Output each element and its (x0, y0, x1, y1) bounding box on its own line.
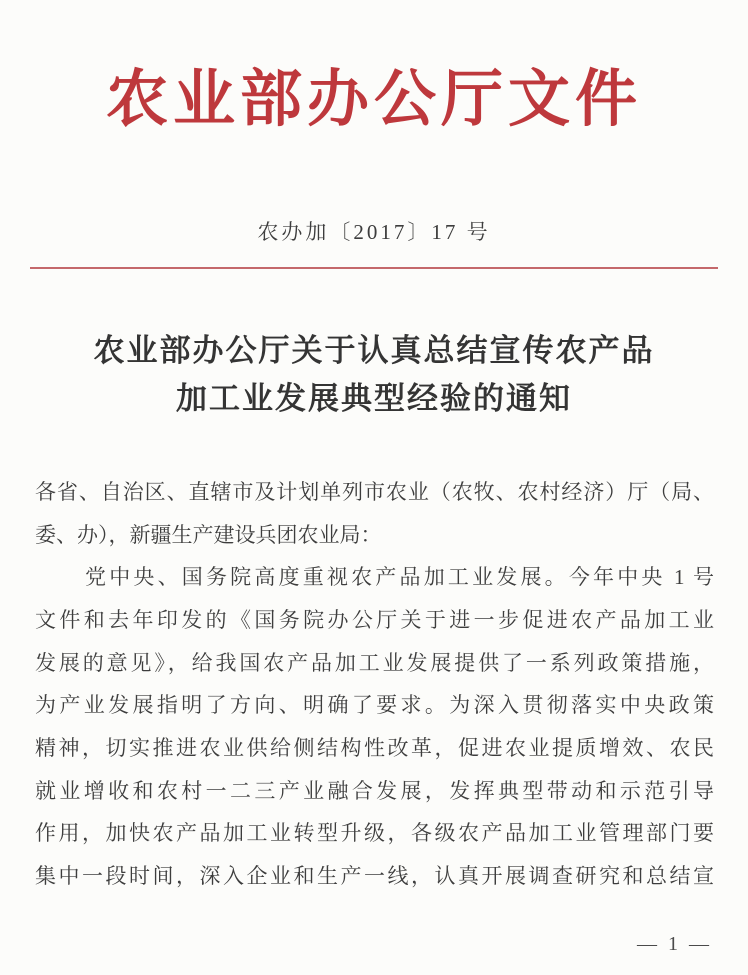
document-title (0, 327, 748, 423)
body-line-addressee-1: 各省、自治区、直辖市及计划单列市农业（农牧、农村经济）厅（局、 (35, 479, 714, 504)
document-title-line-2: 加工业发展典型经验的通知 (176, 380, 572, 416)
document-title-line-1: 农业部办公厅关于认真总结宣传农产品 (93, 332, 655, 368)
red-divider-rule (30, 267, 718, 269)
letterhead-title: 农业部办公厅文件 (105, 66, 642, 134)
body-line: 发展的意见》，给我国农产品加工业发展提供了一系列政策措施， (35, 650, 714, 675)
body-line: 党中央、国务院高度重视农产品加工业发展。今年中央 1 号 (85, 565, 714, 590)
body-line: 作用，加快农产品加工业转型升级，各级农产品加工业管理部门要 (35, 821, 714, 846)
body-line-addressee-2: 委、办），新疆生产建设兵团农业局： (35, 522, 382, 547)
body-line: 为产业发展指明了方向、明确了要求。为深入贯彻落实中央政策 (35, 693, 714, 718)
body-text (35, 471, 714, 898)
body-line: 集中一段时间，深入企业和生产一线，认真开展调查研究和总结宣 (35, 864, 714, 889)
body-line: 文件和去年印发的《国务院办公厅关于进一步促进农产品加工业 (35, 607, 714, 632)
body-line: 精神，切实推进农业供给侧结构性改革，促进农业提质增效、农民 (35, 736, 714, 761)
page-number: — 1 — (637, 933, 712, 955)
document-number: 农办加〔2017〕17 号 (257, 219, 491, 244)
body-line: 就业增收和农村一二三产业融合发展，发挥典型带动和示范引导 (35, 778, 714, 803)
